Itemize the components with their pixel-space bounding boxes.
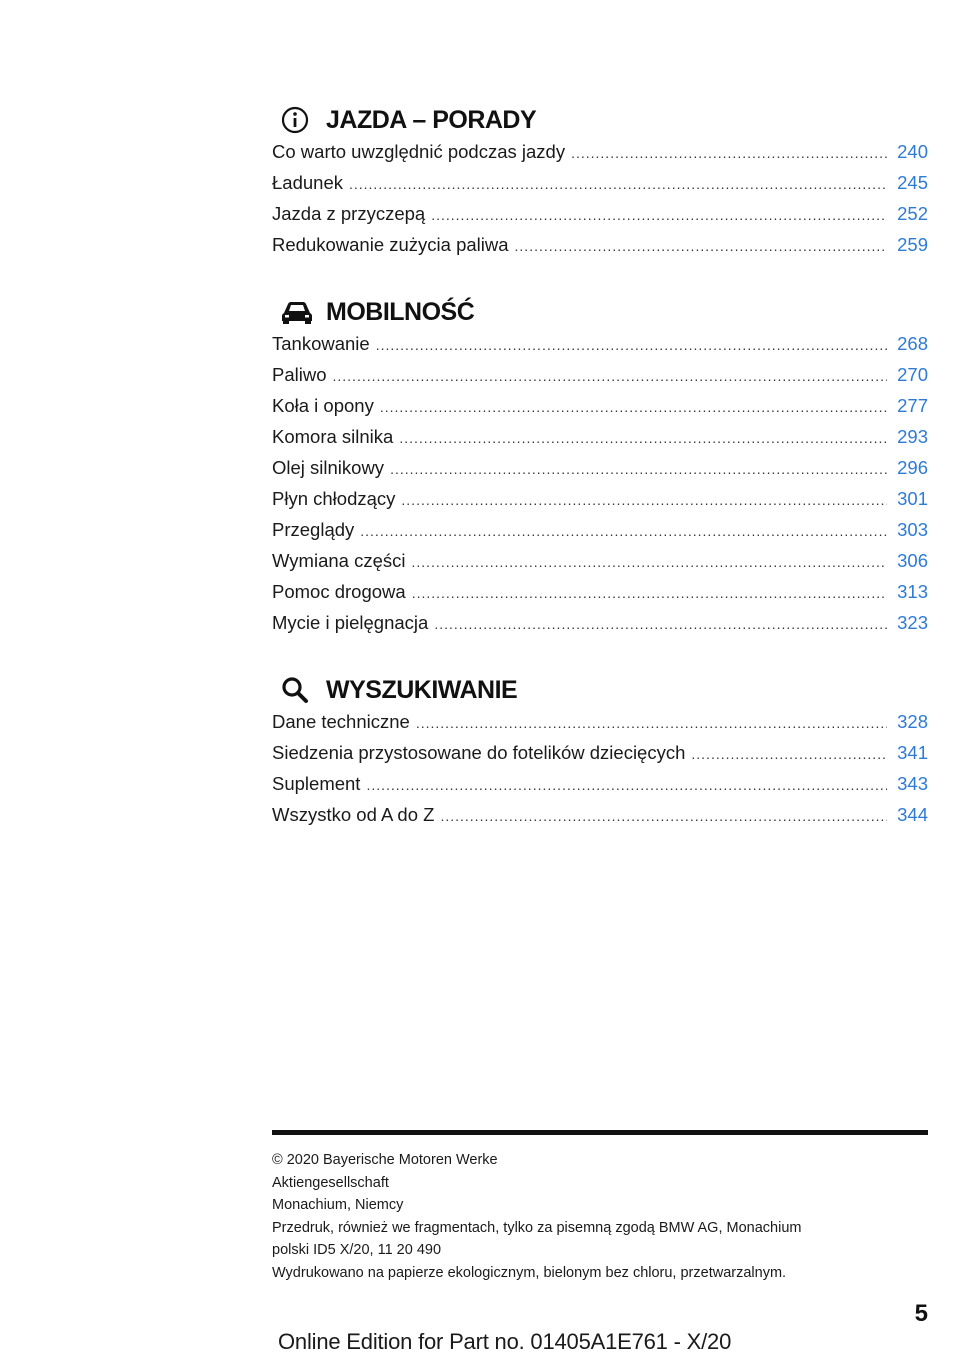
toc-entry[interactable] [272,550,928,581]
imprint-line: Przedruk, również we fragmentach, tylko za pisemną zgodą BMW AG, Monachium [272,1219,802,1236]
toc-entry-label: Pomoc drogowa [272,581,406,602]
section-jazda-porady [272,100,928,265]
toc-entry-page[interactable]: 270 [897,364,928,385]
toc-entry[interactable] [272,612,928,643]
toc-entry-page[interactable]: 303 [897,519,928,540]
toc-entry-label: Ładunek [272,172,343,193]
imprint-line: Aktiengesellschaft [272,1174,389,1191]
dot-leader [691,746,887,762]
section-header [272,670,928,710]
dot-leader [399,430,887,446]
toc-entry[interactable] [272,519,928,550]
info-icon [272,105,326,135]
toc-entry-label: Co warto uwzględnić podczas jazdy [272,141,566,162]
toc-entry[interactable] [272,172,928,203]
toc-entry-label: Suplement [272,773,361,794]
toc-entry-label: Przeglądy [272,519,355,540]
toc-entry[interactable] [272,141,928,172]
toc-entry-label: Jazda z przyczepą [272,203,426,224]
toc-entry[interactable] [272,457,928,488]
toc-entry[interactable] [272,773,928,804]
section-wyszukiwanie [272,670,928,835]
toc-entry-page[interactable]: 301 [897,488,928,509]
dot-leader [434,616,887,632]
toc-entry-page[interactable]: 245 [897,172,928,193]
toc-entry-page[interactable]: 268 [897,333,928,354]
toc-entry-page[interactable]: 323 [897,612,928,633]
toc-entry[interactable] [272,234,928,265]
toc-entry[interactable] [272,395,928,426]
imprint-line: © 2020 Bayerische Motoren Werke [272,1152,498,1168]
section-mobilnosc [272,292,928,643]
toc-entry[interactable] [272,426,928,457]
toc-entry[interactable] [272,804,928,835]
toc-entry-page[interactable]: 328 [897,711,928,732]
toc-entry-page[interactable]: 296 [897,457,928,478]
section-header [272,100,928,140]
toc-entry-label: Paliwo [272,364,327,385]
toc-entry-label: Koła i opony [272,395,374,416]
toc-entry-label: Olej silnikowy [272,457,385,478]
toc-entry-page[interactable]: 341 [897,742,928,763]
online-edition-watermark: Online Edition for Part no. 01405A1E761 - X/20 [278,1329,732,1354]
dot-leader [431,207,887,223]
dot-leader [366,777,887,793]
toc-entry[interactable] [272,364,928,395]
dot-leader [390,461,887,477]
imprint-line: Wydrukowano na papierze ekologicznym, bielonym bez chloru, przetwarzalnym. [272,1264,787,1281]
dot-leader [380,399,887,415]
toc-entry-label: Siedzenia przystosowane do fotelików dziecięcych [272,742,686,763]
imprint-line: Monachium, Niemcy [272,1197,404,1213]
page-number: 5 [914,1300,928,1327]
toc-entry-page[interactable]: 313 [897,581,928,602]
toc-entry-label: Komora silnika [272,426,394,447]
toc-entry-label: Tankowanie [272,333,370,354]
toc-entry[interactable] [272,711,928,742]
toc-entry-label: Mycie i pielęgnacja [272,612,429,633]
toc-entry-label: Dane techniczne [272,711,410,732]
dot-leader [349,176,887,192]
toc-entry-page[interactable]: 277 [897,395,928,416]
toc-entry[interactable] [272,333,928,364]
toc-entry-page[interactable]: 343 [897,773,928,794]
dot-leader [412,585,887,601]
dot-leader [360,523,887,539]
imprint [272,1149,928,1284]
imprint-line: polski ID5 X/20, 11 20 490 [272,1242,442,1258]
section-title: MOBILNOŚĆ [326,297,475,326]
toc-entry[interactable] [272,488,928,519]
dot-leader [376,337,887,353]
toc-entry-label: Redukowanie zużycia paliwa [272,234,509,255]
toc-entry-page[interactable]: 306 [897,550,928,571]
toc-entry[interactable] [272,203,928,234]
footer-divider [272,1130,928,1135]
toc-entry-page[interactable]: 293 [897,426,928,447]
section-header [272,292,928,332]
table-of-contents [272,100,928,862]
dot-leader [515,238,888,254]
toc-entry-page[interactable]: 344 [897,804,928,825]
dot-leader [401,492,887,508]
dot-leader [440,808,887,824]
toc-entry-page[interactable]: 240 [897,141,928,162]
toc-entry-label: Wszystko od A do Z [272,804,435,825]
toc-entry-label: Płyn chłodzący [272,488,396,509]
car-icon [272,299,326,325]
toc-entry-page[interactable]: 259 [897,234,928,255]
toc-entry-label: Wymiana części [272,550,406,571]
toc-entry[interactable] [272,581,928,612]
dot-leader [333,368,888,384]
toc-entry-page[interactable]: 252 [897,203,928,224]
section-title: JAZDA – PORADY [326,105,537,134]
dot-leader [411,554,887,570]
section-title: WYSZUKIWANIE [326,675,518,704]
search-icon [272,675,326,705]
toc-entry[interactable] [272,742,928,773]
dot-leader [571,145,887,161]
dot-leader [416,715,887,731]
